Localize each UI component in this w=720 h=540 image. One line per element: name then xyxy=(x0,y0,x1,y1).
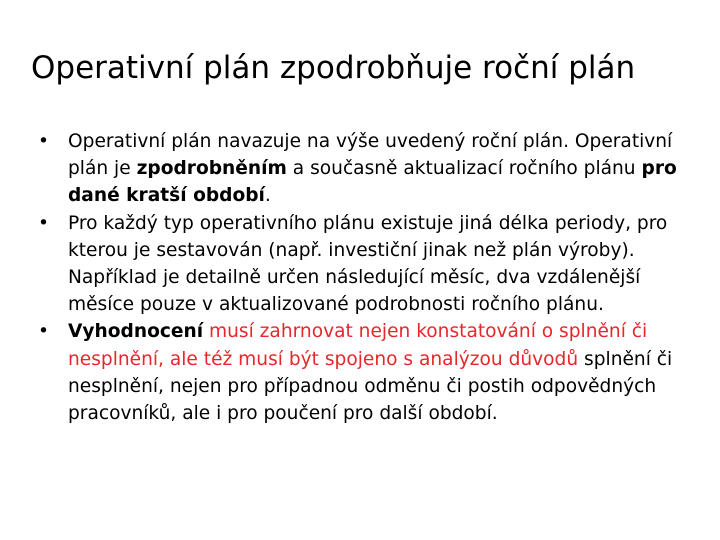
bullet-dot-icon: • xyxy=(38,131,49,152)
bullet-item-3 xyxy=(38,318,710,427)
bullet-1-text-b: a současně aktualizací ročního plánu xyxy=(286,158,642,180)
bullet-3-emphasis-vyhodnoceni: Vyhodnocení xyxy=(68,321,204,343)
bullet-item-2 xyxy=(38,210,710,319)
bullet-3-text-red: musí zahrnovat nejen konstatování o splnění či nesplnění, ale též musí být spojeno s analýzou důvodů xyxy=(68,321,648,370)
slide-title: Operativní plán zpodrobňuje roční plán xyxy=(31,50,636,86)
bullet-1-text-a: Operativní plán navazuje na výše uvedený roční plán. Operativní plán je xyxy=(68,131,673,180)
bullet-1-emphasis-obdobi: pro dané kratší období xyxy=(68,158,677,207)
bullet-dot-icon: • xyxy=(38,321,49,343)
bullet-2-text: Pro každý typ operativního plánu existuje jiná délka periody, pro kterou je sestavován (např. investiční jinak než plán výroby). Například je detailně určen následující měsíc, dva vzdálenější měsíce pouze v aktualizované podrobnosti ročního plánu. xyxy=(68,212,668,316)
bullet-dot-icon: • xyxy=(38,212,49,234)
bullet-list xyxy=(38,128,710,427)
bullet-1-emphasis-zpodrobnenim: zpodrobněním xyxy=(136,158,287,180)
bullet-1-text-c: . xyxy=(264,185,271,207)
bullet-3-text-rest: splnění či nesplnění, nejen pro případnou odměnu či postih odpovědných pracovníků, ale i pro poučení pro další období. xyxy=(68,348,673,425)
bullet-item-1 xyxy=(38,128,710,210)
